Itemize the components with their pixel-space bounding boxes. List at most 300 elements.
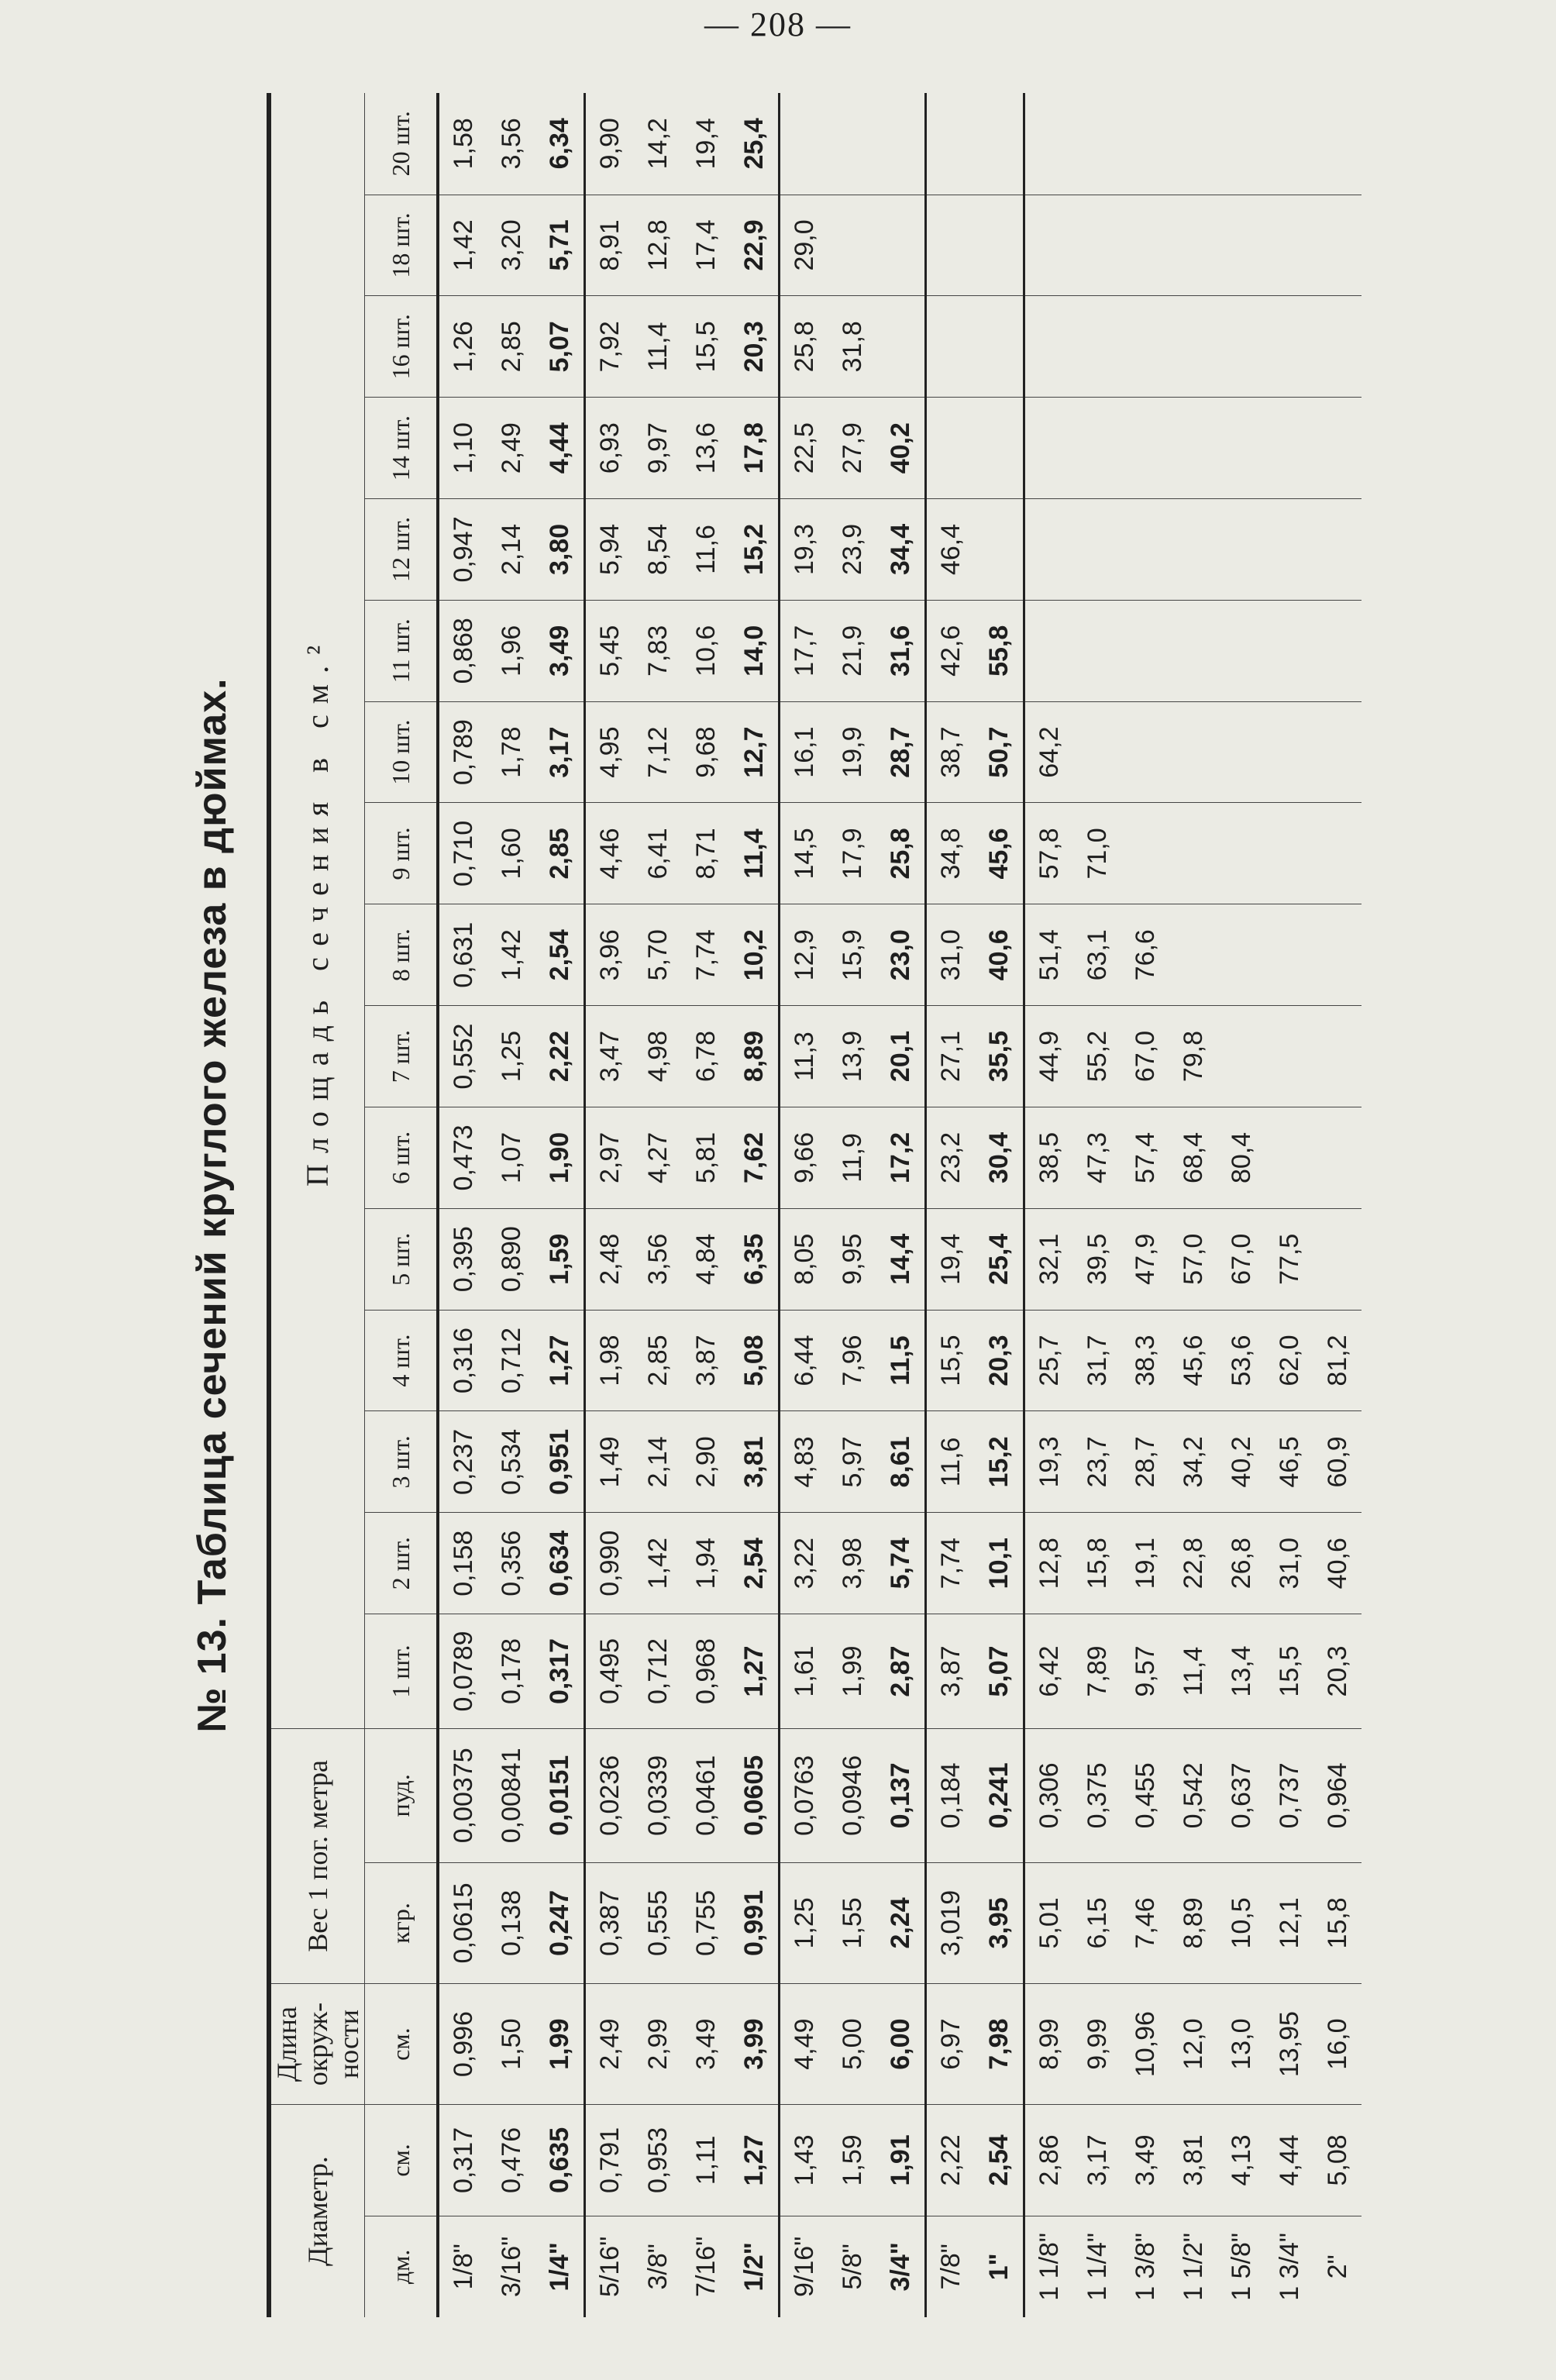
table-cell: 1,43 — [780, 2105, 829, 2216]
table-cell: 0,755 — [682, 1862, 730, 1983]
table-cell: 0,138 — [487, 1862, 535, 1983]
header-count: 5 шт. — [365, 1208, 439, 1310]
table-cell: 4,46 — [585, 803, 635, 904]
table-cell — [1073, 600, 1121, 701]
table-cell: 3,47 — [585, 1006, 635, 1107]
table-cell: 5,81 — [682, 1107, 730, 1208]
table-cell: 0,306 — [1024, 1728, 1074, 1862]
table-cell: 2,14 — [634, 1411, 682, 1513]
table-cell: 1,98 — [585, 1310, 635, 1411]
table-cell: 15,8 — [1073, 1513, 1121, 1614]
table-cell — [1217, 600, 1265, 701]
header-count: 8 шт. — [365, 904, 439, 1006]
table-cell: 0,712 — [487, 1310, 535, 1411]
unit-pud: пуд. — [365, 1728, 439, 1862]
table-cell: 14,4 — [876, 1208, 926, 1310]
table-cell — [1265, 398, 1313, 499]
table-cell: 15,9 — [828, 904, 876, 1006]
table-cell: 12,9 — [780, 904, 829, 1006]
table-cell: 20,3 — [1313, 1614, 1362, 1729]
table-cell: 11,9 — [828, 1107, 876, 1208]
table-cell: 25,7 — [1024, 1310, 1074, 1411]
table-cell — [975, 195, 1024, 296]
table-cell: 40,2 — [1217, 1411, 1265, 1513]
table-cell — [975, 93, 1024, 195]
table-cell — [1121, 499, 1169, 601]
table-cell: 63,1 — [1073, 904, 1121, 1006]
table-cell: 0,951 — [535, 1411, 585, 1513]
table-row — [828, 93, 876, 2317]
table-body — [438, 93, 1362, 2317]
table-cell — [1121, 93, 1169, 195]
table-cell: 1,27 — [535, 1310, 585, 1411]
header-circumference-label: Длина окруж-ности — [271, 2002, 364, 2086]
table-cell: 0,947 — [438, 499, 487, 601]
table-cell: 1,59 — [535, 1208, 585, 1310]
table-cell — [1313, 600, 1362, 701]
table-cell: 0,0236 — [585, 1728, 635, 1862]
table-cell: 0,184 — [926, 1728, 976, 1862]
table-cell: 8,05 — [780, 1208, 829, 1310]
iron-section-table — [267, 93, 1362, 2317]
table-cell: 0,0339 — [634, 1728, 682, 1862]
table-cell: 17,2 — [876, 1107, 926, 1208]
table-cell: 0,710 — [438, 803, 487, 904]
table-cell: 47,9 — [1121, 1208, 1169, 1310]
table-cell: 1,94 — [682, 1513, 730, 1614]
table-cell: 1,55 — [828, 1862, 876, 1983]
table-cell: 0,356 — [487, 1513, 535, 1614]
table-cell: 12,8 — [634, 195, 682, 296]
table-cell: 3,81 — [1169, 2105, 1217, 2216]
header-count: 3 шт. — [365, 1411, 439, 1513]
table-row — [487, 93, 535, 2317]
diameter-inch-cell: 9/16" — [789, 2236, 819, 2297]
table-cell: 14,2 — [634, 93, 682, 195]
table-cell: 31,0 — [1265, 1513, 1313, 1614]
table-cell: 7,89 — [1073, 1614, 1121, 1729]
table-cell: 67,0 — [1217, 1208, 1265, 1310]
table-cell: 0,0151 — [535, 1728, 585, 1862]
table-cell: 0,317 — [535, 1614, 585, 1729]
table-cell — [1073, 499, 1121, 601]
table-cell: 10,1 — [975, 1513, 1024, 1614]
table-cell: 11,5 — [876, 1310, 926, 1411]
header-count: 12 шт. — [365, 499, 439, 601]
table-cell — [1073, 195, 1121, 296]
table-cell: 22,5 — [780, 398, 829, 499]
table-cell: 28,7 — [876, 701, 926, 803]
table-cell: 0,953 — [634, 2105, 682, 2216]
table-row — [1169, 93, 1217, 2317]
table-cell — [1265, 499, 1313, 601]
table-cell: 31,8 — [828, 296, 876, 398]
table-cell: 0,0461 — [682, 1728, 730, 1862]
table-cell: 0,455 — [1121, 1728, 1169, 1862]
table-cell: 19,9 — [828, 701, 876, 803]
table-cell: 29,0 — [780, 195, 829, 296]
diameter-inch-cell: 3/4" — [876, 2216, 926, 2317]
table-cell: 46,4 — [926, 499, 976, 601]
table-cell: 38,3 — [1121, 1310, 1169, 1411]
table-row — [1073, 93, 1121, 2317]
table-cell: 39,5 — [1073, 1208, 1121, 1310]
table-cell: 23,9 — [828, 499, 876, 601]
table-cell: 11,4 — [730, 803, 780, 904]
table-cell: 13,9 — [828, 1006, 876, 1107]
header-diameter: Диаметр. — [269, 2105, 365, 2317]
table-cell: 3,019 — [926, 1862, 976, 1983]
table-cell: 31,0 — [926, 904, 976, 1006]
table-cell: 0,0946 — [828, 1728, 876, 1862]
table-cell: 15,5 — [1265, 1614, 1313, 1729]
table-cell — [1265, 1006, 1313, 1107]
table-cell — [1217, 195, 1265, 296]
table-cell — [1169, 93, 1217, 195]
table-cell: 12,1 — [1265, 1862, 1313, 1983]
table-cell: 19,3 — [780, 499, 829, 601]
table-cell — [828, 195, 876, 296]
table-cell: 16,0 — [1313, 1984, 1362, 2105]
table-cell: 13,0 — [1217, 1984, 1265, 2105]
header-count: 9 шт. — [365, 803, 439, 904]
table-cell: 26,8 — [1217, 1513, 1265, 1614]
table-cell: 7,12 — [634, 701, 682, 803]
table-cell: 4,44 — [1265, 2105, 1313, 2216]
table-cell: 0,964 — [1313, 1728, 1362, 1862]
table-cell: 8,71 — [682, 803, 730, 904]
table-cell: 2,86 — [1024, 2105, 1074, 2216]
table-cell: 4,83 — [780, 1411, 829, 1513]
table-cell — [1265, 1107, 1313, 1208]
table-cell: 15,8 — [1313, 1862, 1362, 1983]
table-cell: 51,4 — [1024, 904, 1074, 1006]
table-cell — [1121, 195, 1169, 296]
table-cell: 7,83 — [634, 600, 682, 701]
table-cell: 4,98 — [634, 1006, 682, 1107]
table-cell — [1169, 600, 1217, 701]
table-cell: 57,0 — [1169, 1208, 1217, 1310]
table-cell: 2,22 — [535, 1006, 585, 1107]
table-cell: 1,27 — [730, 2105, 780, 2216]
header-count: 1 шт. — [365, 1614, 439, 1729]
table-cell — [1313, 1006, 1362, 1107]
table-cell — [1024, 499, 1074, 601]
table-cell: 1,27 — [730, 1614, 780, 1729]
table-cell — [1121, 296, 1169, 398]
header-count: 16 шт. — [365, 296, 439, 398]
table-cell: 0,789 — [438, 701, 487, 803]
table-cell: 50,7 — [975, 701, 1024, 803]
table-cell: 9,68 — [682, 701, 730, 803]
table-cell: 7,92 — [585, 296, 635, 398]
table-cell — [1217, 398, 1265, 499]
table-cell: 14,5 — [780, 803, 829, 904]
table-cell: 6,41 — [634, 803, 682, 904]
table-row — [1265, 93, 1313, 2317]
table-row — [975, 93, 1024, 2317]
table-cell: 0,387 — [585, 1862, 635, 1983]
table-cell: 0,0615 — [438, 1862, 487, 1983]
table-cell: 76,6 — [1121, 904, 1169, 1006]
table-cell: 2,24 — [876, 1862, 926, 1983]
header-count: 10 шт. — [365, 701, 439, 803]
table-cell: 3,80 — [535, 499, 585, 601]
diameter-inch-cell: 7/16" — [690, 2236, 721, 2297]
table-cell: 1,58 — [438, 93, 487, 195]
table-cell: 1,99 — [535, 1984, 585, 2105]
table-cell — [1217, 93, 1265, 195]
table-cell: 9,57 — [1121, 1614, 1169, 1729]
table-cell: 34,8 — [926, 803, 976, 904]
table-cell: 0,737 — [1265, 1728, 1313, 1862]
table-cell: 13,4 — [1217, 1614, 1265, 1729]
table-cell: 0,395 — [438, 1208, 487, 1310]
table-cell: 7,46 — [1121, 1862, 1169, 1983]
table-cell: 0,178 — [487, 1614, 535, 1729]
table-cell: 4,49 — [780, 1984, 829, 2105]
table-cell: 6,42 — [1024, 1614, 1074, 1729]
table-cell: 0,868 — [438, 600, 487, 701]
table-cell: 3,87 — [682, 1310, 730, 1411]
table-cell: 1,59 — [828, 2105, 876, 2216]
table-cell: 8,61 — [876, 1411, 926, 1513]
table-cell: 14,0 — [730, 600, 780, 701]
table-cell: 71,0 — [1073, 803, 1121, 904]
table-cell: 7,74 — [682, 904, 730, 1006]
table-cell: 53,6 — [1217, 1310, 1265, 1411]
table-cell: 27,1 — [926, 1006, 976, 1107]
table-cell: 22,9 — [730, 195, 780, 296]
diameter-inch-cell: 1/4" — [535, 2216, 585, 2317]
table-cell — [1313, 499, 1362, 601]
table-cell: 55,8 — [975, 600, 1024, 701]
table-cell: 8,89 — [730, 1006, 780, 1107]
table-cell: 0,890 — [487, 1208, 535, 1310]
table-cell — [1169, 803, 1217, 904]
table-cell: 3,20 — [487, 195, 535, 296]
table-cell: 10,6 — [682, 600, 730, 701]
diameter-inch-cell: 2" — [1322, 2254, 1352, 2279]
table-cell — [1121, 600, 1169, 701]
table-row — [535, 93, 585, 2317]
table-row — [1121, 93, 1169, 2317]
diameter-inch-cell: 7/8" — [935, 2244, 966, 2290]
table-cell — [1265, 904, 1313, 1006]
table-cell: 0,316 — [438, 1310, 487, 1411]
table-cell: 23,7 — [1073, 1411, 1121, 1513]
table-row — [682, 93, 730, 2317]
table-cell — [1217, 499, 1265, 601]
table-cell: 21,9 — [828, 600, 876, 701]
table-cell — [828, 93, 876, 195]
table-cell: 31,7 — [1073, 1310, 1121, 1411]
table-cell: 62,0 — [1265, 1310, 1313, 1411]
table-cell — [1313, 93, 1362, 195]
table-cell: 1,42 — [438, 195, 487, 296]
table-cell: 0,542 — [1169, 1728, 1217, 1862]
table-cell: 7,74 — [926, 1513, 976, 1614]
table-cell: 9,95 — [828, 1208, 876, 1310]
table-cell: 60,9 — [1313, 1411, 1362, 1513]
table-cell: 0,0763 — [780, 1728, 829, 1862]
table-cell: 1,42 — [634, 1513, 682, 1614]
table-cell: 2,85 — [634, 1310, 682, 1411]
table-cell — [1217, 1006, 1265, 1107]
table-cell — [1265, 195, 1313, 296]
diameter-inch-cell: 1/2" — [730, 2216, 780, 2317]
table-cell: 0,00841 — [487, 1728, 535, 1862]
diameter-inch-cell: 1/8" — [448, 2244, 478, 2290]
table-cell: 0,534 — [487, 1411, 535, 1513]
table-cell: 20,1 — [876, 1006, 926, 1107]
table-cell: 64,2 — [1024, 701, 1074, 803]
table-cell: 9,97 — [634, 398, 682, 499]
table-cell — [1217, 296, 1265, 398]
table-cell: 0,476 — [487, 2105, 535, 2216]
table-cell: 27,9 — [828, 398, 876, 499]
table-cell: 80,4 — [1217, 1107, 1265, 1208]
table-cell — [876, 93, 926, 195]
table-cell: 19,3 — [1024, 1411, 1074, 1513]
table-cell: 28,7 — [1121, 1411, 1169, 1513]
table-cell: 40,2 — [876, 398, 926, 499]
table-cell: 1,49 — [585, 1411, 635, 1513]
table-cell: 55,2 — [1073, 1006, 1121, 1107]
table-cell: 0,375 — [1073, 1728, 1121, 1862]
table-cell — [1265, 803, 1313, 904]
table-cell — [1024, 195, 1074, 296]
table-cell: 3,49 — [682, 1984, 730, 2105]
table-cell: 15,5 — [682, 296, 730, 398]
table-cell: 79,8 — [1169, 1006, 1217, 1107]
table-cell: 1,25 — [780, 1862, 829, 1983]
table-cell: 11,4 — [634, 296, 682, 398]
table-cell: 0,0789 — [438, 1614, 487, 1729]
table-cell: 25,4 — [730, 93, 780, 195]
table-cell: 22,8 — [1169, 1513, 1217, 1614]
table-cell: 5,97 — [828, 1411, 876, 1513]
table-cell — [975, 499, 1024, 601]
table-cell — [1313, 398, 1362, 499]
table-cell: 3,87 — [926, 1614, 976, 1729]
table-cell: 16,1 — [780, 701, 829, 803]
table-cell: 1,10 — [438, 398, 487, 499]
diameter-inch-cell: 5/8" — [837, 2244, 867, 2290]
table-cell: 1,07 — [487, 1107, 535, 1208]
table-cell: 1,90 — [535, 1107, 585, 1208]
table-cell: 44,9 — [1024, 1006, 1074, 1107]
table-cell: 0,635 — [535, 2105, 585, 2216]
table-row — [1217, 93, 1265, 2317]
table-cell: 2,49 — [585, 1984, 635, 2105]
table-cell: 19,1 — [1121, 1513, 1169, 1614]
header-area: Площадь сечения в см.² — [269, 93, 365, 1728]
table-cell — [1313, 1208, 1362, 1310]
table-cell: 31,6 — [876, 600, 926, 701]
table-cell: 5,00 — [828, 1984, 876, 2105]
table-cell: 42,6 — [926, 600, 976, 701]
table-cell: 0,631 — [438, 904, 487, 1006]
table-cell: 0,637 — [1217, 1728, 1265, 1862]
diameter-inch-cell: 3/16" — [496, 2236, 526, 2297]
table-cell: 8,54 — [634, 499, 682, 601]
table-cell — [975, 398, 1024, 499]
rotated-table-block — [174, 93, 1522, 2317]
table-cell: 8,91 — [585, 195, 635, 296]
table-cell: 2,49 — [487, 398, 535, 499]
table-cell: 0,137 — [876, 1728, 926, 1862]
table-cell: 20,3 — [730, 296, 780, 398]
table-cell: 38,5 — [1024, 1107, 1074, 1208]
table-cell: 2,90 — [682, 1411, 730, 1513]
table-cell — [1217, 803, 1265, 904]
table-cell: 4,84 — [682, 1208, 730, 1310]
table-cell: 5,74 — [876, 1513, 926, 1614]
table-cell: 3,96 — [585, 904, 635, 1006]
table-cell: 1,42 — [487, 904, 535, 1006]
table-cell — [926, 93, 976, 195]
table-cell: 0,552 — [438, 1006, 487, 1107]
header-count: 7 шт. — [365, 1006, 439, 1107]
table-cell: 4,27 — [634, 1107, 682, 1208]
header-count: 4 шт. — [365, 1310, 439, 1411]
table-cell: 11,6 — [682, 499, 730, 601]
header-count: 20 шт. — [365, 93, 439, 195]
table-cell: 7,62 — [730, 1107, 780, 1208]
table-cell: 1,60 — [487, 803, 535, 904]
table-cell: 57,8 — [1024, 803, 1074, 904]
table-cell — [1265, 93, 1313, 195]
table-cell — [1217, 701, 1265, 803]
table-cell: 5,01 — [1024, 1862, 1074, 1983]
diameter-inch-cell: 1 1/8" — [1034, 2232, 1064, 2301]
table-cell: 1,25 — [487, 1006, 535, 1107]
table-cell — [1024, 296, 1074, 398]
diameter-inch-cell: 1" — [975, 2216, 1024, 2317]
table-cell — [926, 195, 976, 296]
table-cell: 6,78 — [682, 1006, 730, 1107]
table-cell: 6,44 — [780, 1310, 829, 1411]
header-count: 2 шт. — [365, 1513, 439, 1614]
table-cell: 77,5 — [1265, 1208, 1313, 1310]
table-cell: 13,95 — [1265, 1984, 1313, 2105]
table-cell: 0,00375 — [438, 1728, 487, 1862]
unit-sm: см. — [365, 2105, 439, 2216]
table-cell: 1,99 — [828, 1614, 876, 1729]
table-cell: 2,54 — [975, 2105, 1024, 2216]
table-cell: 40,6 — [1313, 1513, 1362, 1614]
table-cell: 0,473 — [438, 1107, 487, 1208]
table-cell: 2,22 — [926, 2105, 976, 2216]
table-cell: 47,3 — [1073, 1107, 1121, 1208]
table-cell — [1313, 904, 1362, 1006]
table-cell: 2,85 — [535, 803, 585, 904]
table-cell — [1024, 93, 1074, 195]
table-cell: 1,11 — [682, 2105, 730, 2216]
unit-sm-circ: см. — [365, 1984, 439, 2105]
table-cell: 5,70 — [634, 904, 682, 1006]
table-cell: 3,99 — [730, 1984, 780, 2105]
table-cell — [1121, 398, 1169, 499]
table-cell: 5,71 — [535, 195, 585, 296]
table-cell: 40,6 — [975, 904, 1024, 1006]
diameter-inch-cell: 1 1/4" — [1082, 2232, 1112, 2301]
table-cell: 45,6 — [1169, 1310, 1217, 1411]
table-cell: 2,97 — [585, 1107, 635, 1208]
table-cell: 6,34 — [535, 93, 585, 195]
diameter-inch-cell: 1 5/8" — [1226, 2232, 1256, 2301]
